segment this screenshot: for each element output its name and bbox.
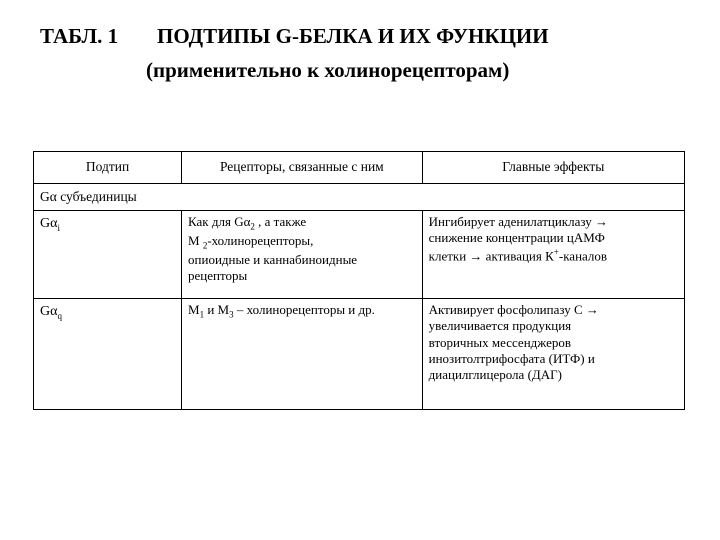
effects-line: увеличивается продукция — [428, 318, 572, 334]
subtype-cell — [34, 299, 182, 410]
effects-text: -каналов — [558, 247, 608, 263]
subtype-name: Gα — [40, 216, 58, 231]
section-label: Gα субъединицы — [34, 184, 685, 211]
receptors-text: , а также — [254, 214, 307, 229]
receptors-subscript: 2 — [202, 240, 208, 251]
subtype-name: Gα — [40, 304, 58, 319]
receptors-text: М — [188, 232, 203, 248]
subtype-cell — [34, 211, 182, 299]
receptors-subscript: 3 — [229, 309, 234, 320]
effects-line: Ингибирует аденилатциклазу → — [428, 214, 608, 229]
receptors-text: -холинорецепторы, — [207, 232, 314, 248]
effects-cell — [422, 211, 684, 299]
effects-line — [429, 247, 678, 265]
effects-line: снижение концентрации цАМФ — [428, 230, 605, 246]
effects-line: инозитолтрифосфата (ИТФ) и — [428, 350, 595, 366]
table-subtitle: (применительно к холинорецепторам) — [146, 58, 510, 82]
table-title-main: ПОДТИПЫ G-БЕЛКА И ИХ ФУНКЦИИ — [157, 24, 549, 48]
receptors-line — [188, 233, 416, 252]
effects-line: Активирует фосфолипазу С → — [428, 302, 599, 317]
table-row — [34, 211, 685, 299]
table-title — [40, 24, 549, 49]
receptors-cell — [182, 299, 423, 410]
table-number-label: ТАБЛ. 1 — [40, 24, 119, 48]
effects-line: диацилглицерола (ДАГ) — [428, 367, 562, 382]
effects-text: клетки → активация К — [428, 247, 554, 263]
receptors-text: М — [188, 302, 200, 317]
receptors-subscript: 2 — [250, 221, 255, 232]
subtype-subscript: i — [57, 222, 60, 233]
receptors-line: опиоидные и каннабиноидные — [188, 251, 358, 267]
g-protein-table — [33, 151, 685, 410]
effects-line: вторичных мессенджеров — [428, 334, 571, 350]
section-row — [34, 184, 685, 211]
receptors-text: Как для Gα — [188, 214, 251, 229]
subtype-subscript: q — [57, 310, 62, 321]
receptors-text: и М — [204, 302, 230, 317]
table-row — [34, 299, 685, 410]
receptors-line — [188, 214, 416, 233]
receptors-line: рецепторы — [188, 267, 248, 283]
receptors-cell — [182, 211, 423, 299]
table-header-row — [34, 152, 685, 184]
effects-superscript: + — [553, 246, 559, 257]
receptors-text: – холинорецепторы и др. — [233, 302, 375, 317]
header-receptors: Рецепторы, связанные с ним — [182, 152, 423, 184]
receptors-line — [188, 302, 416, 321]
header-effects: Главные эффекты — [422, 152, 684, 184]
header-subtype: Подтип — [34, 152, 182, 184]
effects-cell — [422, 299, 684, 410]
receptors-subscript: 1 — [199, 309, 205, 320]
